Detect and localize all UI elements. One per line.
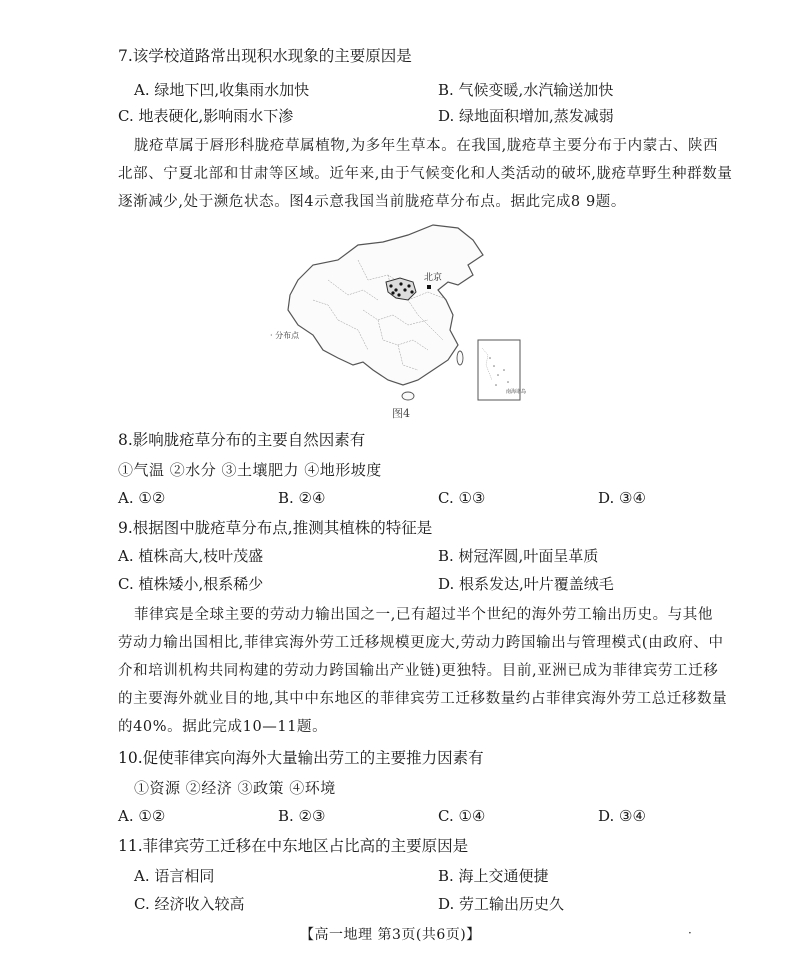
question-9-stem: 9.根据图中胧疮草分布点,推测其植株的特征是 [118, 519, 433, 537]
distribution-point [407, 284, 410, 287]
distribution-point [391, 291, 394, 294]
q10-option-b: B. ②③ [278, 807, 326, 825]
q9-option-b: B. 树冠浑圆,叶面呈革质 [438, 547, 599, 565]
q8-option-d: D. ③④ [598, 489, 646, 507]
china-outline [288, 225, 483, 385]
q8-option-c: C. ①③ [438, 489, 486, 507]
distribution-point [399, 282, 402, 285]
inset-label: 南海诸岛 [506, 389, 527, 395]
china-distribution-map [268, 220, 528, 405]
q9-option-a: A. 植株高大,枝叶茂盛 [118, 547, 264, 565]
q10-option-a: A. ①② [118, 807, 166, 825]
q11-option-c: C. 经济收入较高 [134, 895, 245, 913]
distribution-point [394, 288, 397, 291]
q10-option-d: D. ③④ [598, 807, 646, 825]
q7-option-d: D. 绿地面积增加,蒸发减弱 [438, 107, 614, 125]
passage-2-line-1: 菲律宾是全球主要的劳动力输出国之一,已有超过半个世纪的海外劳工输出历史。与其他 [134, 607, 714, 623]
beijing-label: 北京 [424, 273, 443, 283]
legend-label: · 分布点 [270, 331, 300, 340]
q7-option-c: C. 地表硬化,影响雨水下渗 [118, 107, 294, 125]
q9-option-d: D. 根系发达,叶片覆盖绒毛 [438, 575, 614, 593]
question-11-stem: 11.菲律宾劳工迁移在中东地区占比高的主要原因是 [118, 837, 469, 855]
q9-option-c: C. 植株矮小,根系稀少 [118, 575, 264, 593]
distribution-point [397, 293, 400, 296]
q11-option-d: D. 劳工输出历史久 [438, 895, 565, 913]
q7-option-a: A. 绿地下凹,收集雨水加快 [134, 81, 310, 99]
corner-mark: · [688, 926, 692, 940]
passage-2-line-2: 劳动力输出国相比,菲律宾海外劳工迁移规模更庞大,劳动力跨国输出与管理模式(由政府、中 [118, 635, 724, 651]
question-10-stem: 10.促使菲律宾向海外大量输出劳工的主要推力因素有 [118, 749, 484, 767]
q11-option-b: B. 海上交通便捷 [438, 867, 549, 885]
beijing-marker [427, 285, 431, 289]
q8-option-a: A. ①② [118, 489, 166, 507]
passage-2-line-5: 的40%。据此完成10—11题。 [118, 719, 328, 735]
passage-2-line-3: 介和培训机构共同构建的劳动力跨国输出产业链)更独特。目前,亚洲已成为菲律宾劳工迁移 [118, 663, 719, 679]
distribution-point [403, 288, 406, 291]
taiwan-island [457, 351, 463, 365]
q8-factors: ①气温 ②水分 ③土壤肥力 ④地形坡度 [118, 461, 382, 479]
figure-caption: 图4 [392, 407, 410, 420]
passage-2-line-4: 的主要海外就业目的地,其中中东地区的菲律宾劳工迁移数量约占菲律宾海外劳工总迁移数量 [118, 691, 728, 707]
q7-option-b: B. 气候变暖,水汽输送加快 [438, 81, 614, 99]
q10-factors: ①资源 ②经济 ③政策 ④环境 [134, 779, 336, 797]
hainan-island [402, 392, 414, 400]
q8-option-b: B. ②④ [278, 489, 326, 507]
question-7-stem: 7.该学校道路常出现积水现象的主要原因是 [118, 47, 412, 65]
map-svg [268, 220, 528, 405]
passage-1-line-2: 北部、宁夏北部和甘肃等区域。近年来,由于气候变化和人类活动的破坏,胧疮草野生种群数量 [118, 166, 733, 182]
distribution-point [410, 290, 413, 293]
passage-1-line-3: 逐渐减少,处于濒危状态。图4示意我国当前胧疮草分布点。据此完成8 9题。 [118, 194, 626, 210]
distribution-point [389, 284, 392, 287]
q10-option-c: C. ①④ [438, 807, 486, 825]
q11-option-a: A. 语言相同 [134, 867, 215, 885]
question-8-stem: 8.影响胧疮草分布的主要自然因素有 [118, 431, 366, 449]
passage-1-line-1: 胧疮草属于唇形科胧疮草属植物,为多年生草本。在我国,胧疮草主要分布于内蒙古、陕西 [134, 138, 719, 154]
page-footer: 【高一地理 第3页(共6页)】 [300, 927, 481, 943]
